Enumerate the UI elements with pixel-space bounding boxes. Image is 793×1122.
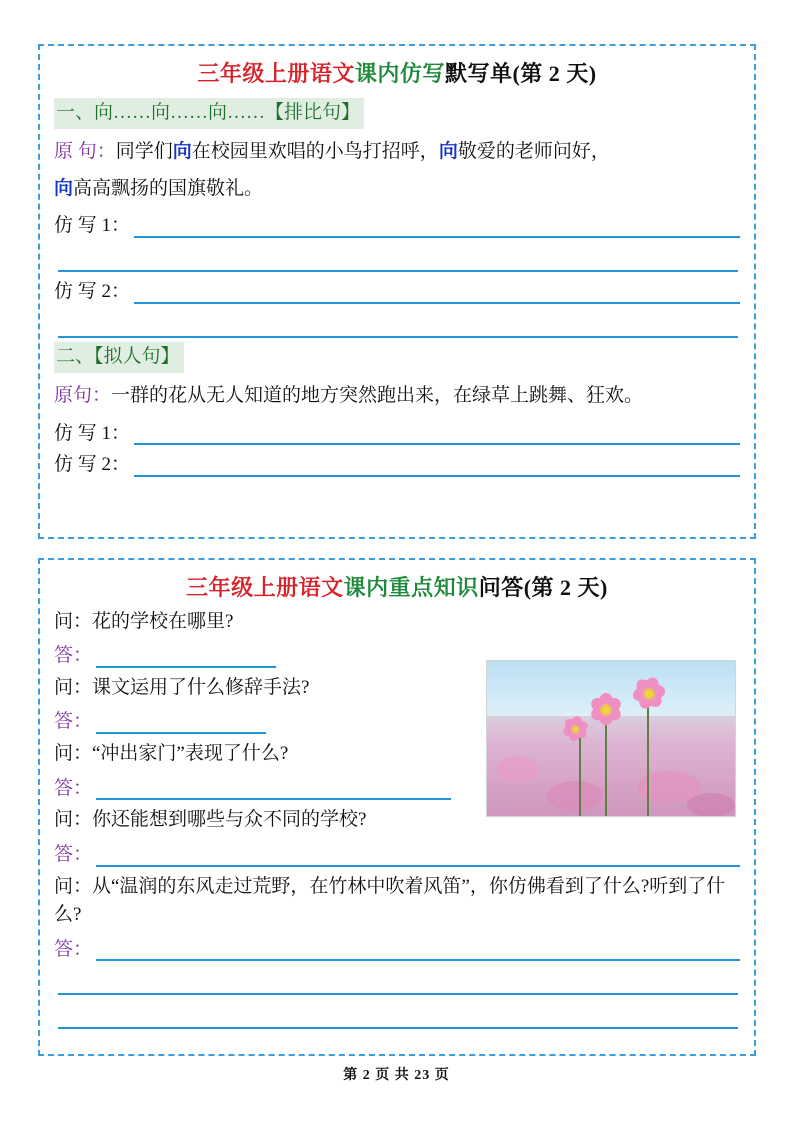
answer-input-line[interactable] (96, 847, 740, 867)
photo-flower-core (643, 688, 655, 700)
question-text: 问：你还能想到哪些与众不同的学校? (54, 809, 367, 831)
original-text-2: 一群的花从无人知道的地方突然跑出来，在绿草上跳舞、狂欢。 (111, 385, 644, 407)
question-text: 问：课文运用了什么修辞手法? (54, 676, 310, 698)
qa-item (54, 674, 474, 734)
qa-item (54, 740, 474, 800)
write1-label: 仿 写 1： (54, 215, 131, 237)
write1-input-line-2[interactable] (58, 248, 738, 272)
photo-flower (587, 691, 625, 729)
answer-row (54, 844, 740, 867)
sheet1-title-dark: 默写单(第 2 天) (444, 61, 597, 86)
answer-label: 答： (54, 645, 93, 666)
photo-blossom-blob (547, 781, 603, 811)
section-one-write2-row (54, 281, 740, 304)
original-text-d: 高高飘扬的国旗敬礼。 (73, 178, 264, 200)
sheet2-title (54, 574, 740, 602)
section-one-write1-row (54, 215, 740, 238)
answer-input-line[interactable] (96, 780, 451, 800)
answer-input-line-3[interactable] (58, 1005, 738, 1029)
section-one (54, 94, 740, 338)
sheet1-title (54, 60, 740, 88)
answer-input-line[interactable] (96, 714, 266, 734)
qa-body (54, 608, 740, 1030)
question-text: 问：“冲出家门”表现了什么? (54, 743, 289, 765)
photo-flower (630, 675, 668, 713)
sheet2-title-red: 三年级上册语文 (186, 575, 344, 600)
qa-item (54, 608, 474, 668)
photo-flower-core (571, 725, 580, 734)
answer-row (54, 645, 474, 668)
sheet1-title-green: 课内仿写 (354, 61, 445, 86)
photo-flower-core (600, 704, 612, 716)
s2-write1-input-line[interactable] (134, 425, 740, 445)
keyword-xiang-3: 向 (54, 178, 74, 200)
answer-label: 答： (54, 938, 93, 960)
question-text: 问：从“温润的东风走过荒野，在竹林中吹着风笛”，你仿佛看到了什么?听到了什么? (54, 875, 726, 926)
page-footer: 第 2 页 共 23 页 (343, 1068, 450, 1083)
writing-practice-sheet (38, 44, 756, 539)
section-one-original (54, 134, 740, 169)
answer-row (54, 778, 474, 801)
original-text-c: 敬爱的老师问好， (457, 141, 610, 162)
sheet2-title-dark: 问答(第 2 天) (478, 575, 608, 600)
write2-input-line[interactable] (134, 284, 740, 304)
sheet1-title-red: 三年级上册语文 (197, 61, 355, 86)
question-text: 问：花的学校在哪里? (54, 610, 234, 632)
keyword-xiang-1: 向 (172, 141, 192, 162)
section-two-original (54, 378, 740, 413)
s2-write1-label: 仿 写 1： (54, 422, 131, 444)
section-two-write1-row (54, 423, 740, 446)
write1-input-line[interactable] (134, 218, 740, 238)
answer-input-line-2[interactable] (58, 971, 738, 995)
section-two-write2-row (54, 454, 740, 477)
answer-label: 答： (54, 843, 93, 865)
answer-row (54, 939, 740, 962)
original-text-b: 在校园里欢唱的小鸟打招呼， (191, 141, 439, 162)
answer-label: 答： (54, 777, 93, 799)
keyword-xiang-2: 向 (438, 141, 458, 162)
section-one-original-line2 (54, 171, 740, 206)
original-label: 原 句： (54, 141, 116, 162)
photo-blossom-blob (687, 793, 735, 817)
sheet2-title-green: 课内重点知识 (343, 575, 479, 600)
write2-input-line-2[interactable] (58, 314, 738, 338)
answer-input-line[interactable] (96, 648, 276, 668)
photo-blossom-blob (497, 756, 539, 782)
qa-sheet (38, 558, 756, 1056)
s2-write2-input-line[interactable] (134, 457, 740, 477)
original-text-a: 同学们 (115, 141, 173, 162)
section-two-header: 二、【拟人句】 (54, 342, 184, 374)
photo-flower (561, 715, 591, 745)
answer-input-line[interactable] (96, 941, 740, 961)
section-two (54, 338, 740, 477)
s2-write2-label: 仿 写 2： (54, 454, 131, 476)
original-label-2: 原句： (54, 385, 112, 407)
write2-label: 仿 写 2： (54, 281, 131, 303)
cosmos-flowers-photo (486, 660, 736, 817)
answer-row (54, 711, 474, 734)
answer-label: 答： (54, 711, 93, 733)
qa-item (54, 873, 740, 1030)
section-one-header: 一、向……向……向……【排比句】 (54, 98, 364, 130)
